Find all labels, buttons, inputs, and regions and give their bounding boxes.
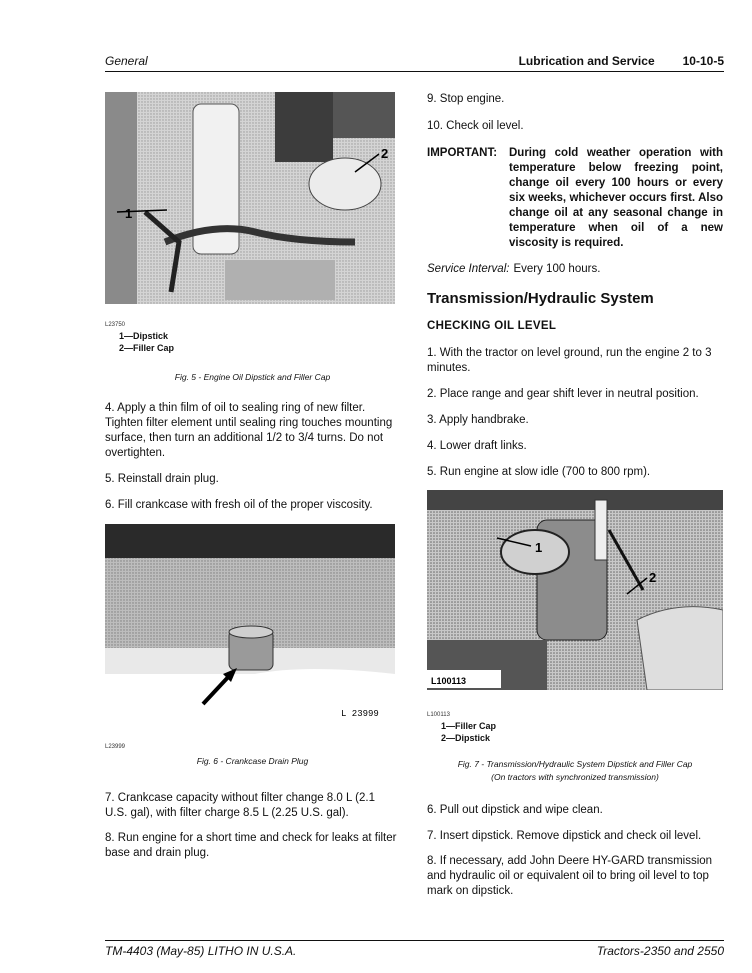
left-steps-b xyxy=(105,791,400,862)
service-interval-value: Every 100 hours. xyxy=(513,263,601,276)
left-column xyxy=(105,92,400,872)
engine-dipstick-photo xyxy=(105,92,395,304)
step-paragraph: 6. Fill crankcase with fresh oil of the proper viscosity. xyxy=(105,498,373,511)
page-header xyxy=(105,52,724,72)
engine-dipstick-illustration xyxy=(105,92,395,304)
figure-7 xyxy=(427,490,723,782)
fig5-photo-code: L23750 xyxy=(105,322,126,328)
transmission-dipstick-illustration xyxy=(427,490,723,690)
right-steps-c xyxy=(427,803,723,900)
important-text: During cold weather operation with temperature below freezing point, change oil every 100 hours or every six weeks, whichever occurs first. Also change oil at any seasonal change in temperature when oil of a new viscosity is required. xyxy=(509,146,723,249)
step-paragraph: 4. Apply a thin film of oil to sealing ring of new filter. Tighten filter element until sealing ring touches mounting surface, then turn an additional 1/2 to 3/4 turns. Do not overtighten. xyxy=(105,402,393,459)
step-paragraph: 8. If necessary, add John Deere HY-GARD transmission and hydraulic oil or equivalent oil to bring oil level to top mark on dipstick. xyxy=(427,855,713,898)
fig7-caption-sub: (On tractors with synchronized transmission) xyxy=(491,771,659,782)
footer-model: Tractors-2350 and 2550 xyxy=(596,944,724,958)
fig7-caption: Fig. 7 - Transmission/Hydraulic System Dipstick and Filler Cap xyxy=(457,758,693,769)
step-paragraph: 7. Insert dipstick. Remove dipstick and check oil level. xyxy=(427,829,702,842)
drain-plug-illustration xyxy=(105,524,395,724)
step-paragraph: 3. Apply handbrake. xyxy=(427,413,529,426)
header-right xyxy=(519,54,724,70)
step-paragraph: 9. Stop engine. xyxy=(427,93,505,105)
left-steps-a xyxy=(105,401,400,513)
drain-plug-photo xyxy=(105,524,395,724)
step-paragraph: 7. Crankcase capacity without filter change 8.0 L (2.1 U.S. gal), with filter charge 8.5 L (2.25 U.S. gal). xyxy=(105,791,375,819)
fig7-photo-label: L100113 xyxy=(431,676,467,687)
fig5-legend-item: 1—Dipstick xyxy=(119,330,169,341)
fig5-legend-item: 2—Filler Cap xyxy=(119,342,175,353)
important-label: IMPORTANT: xyxy=(427,146,498,159)
right-column xyxy=(427,92,723,910)
footer-manual-id: TM-4403 (May-85) LITHO IN U.S.A. xyxy=(105,944,297,958)
step-paragraph: 6. Pull out dipstick and wipe clean. xyxy=(427,803,603,816)
service-interval xyxy=(427,262,723,277)
section-title: Transmission/Hydraulic System xyxy=(427,290,654,308)
step-paragraph: 4. Lower draft links. xyxy=(427,439,527,452)
fig7-legend-item: 2—Dipstick xyxy=(441,733,491,744)
service-interval-label: Service Interval: xyxy=(427,263,510,276)
step-paragraph: 2. Place range and gear shift lever in neutral position. xyxy=(427,387,699,400)
fig5-legend xyxy=(119,330,400,354)
step-paragraph: 8. Run engine for a short time and check for leaks at filter base and drain plug. xyxy=(105,832,397,860)
fig7-legend xyxy=(441,720,723,744)
fig7-callout-1: 1 xyxy=(535,540,543,556)
header-page-number: 10-10-5 xyxy=(682,54,724,68)
header-chapter: General xyxy=(105,54,148,68)
fig5-caption: Fig. 5 - Engine Oil Dipstick and Filler Cap xyxy=(174,372,331,383)
subsection-title: CHECKING OIL LEVEL xyxy=(427,319,557,332)
fig7-legend-item: 1—Filler Cap xyxy=(441,721,497,732)
important-notice xyxy=(427,146,723,251)
figure-6 xyxy=(105,524,400,767)
header-section: Lubrication and Service xyxy=(518,54,655,68)
step-paragraph: 10. Check oil level. xyxy=(427,119,524,132)
page-footer xyxy=(105,940,724,958)
fig5-callout-2: 2 xyxy=(381,146,389,161)
fig6-photo-code: L23999 xyxy=(105,743,126,750)
fig7-callout-2: 2 xyxy=(649,570,657,586)
step-paragraph: 5. Reinstall drain plug. xyxy=(105,472,219,485)
figure-5 xyxy=(105,92,400,383)
fig6-photo-label: L 23999 xyxy=(341,708,379,719)
step-paragraph: 1. With the tractor on level ground, run the engine 2 to 3 minutes. xyxy=(427,346,712,374)
transmission-dipstick-photo xyxy=(427,490,723,690)
fig5-callout-1: 1 xyxy=(125,206,133,221)
fig6-caption: Fig. 6 - Crankcase Drain Plug xyxy=(196,755,309,766)
step-paragraph: 5. Run engine at slow idle (700 to 800 rpm). xyxy=(427,465,651,478)
fig7-photo-code: L100113 xyxy=(427,712,450,719)
right-steps-b xyxy=(427,346,723,480)
